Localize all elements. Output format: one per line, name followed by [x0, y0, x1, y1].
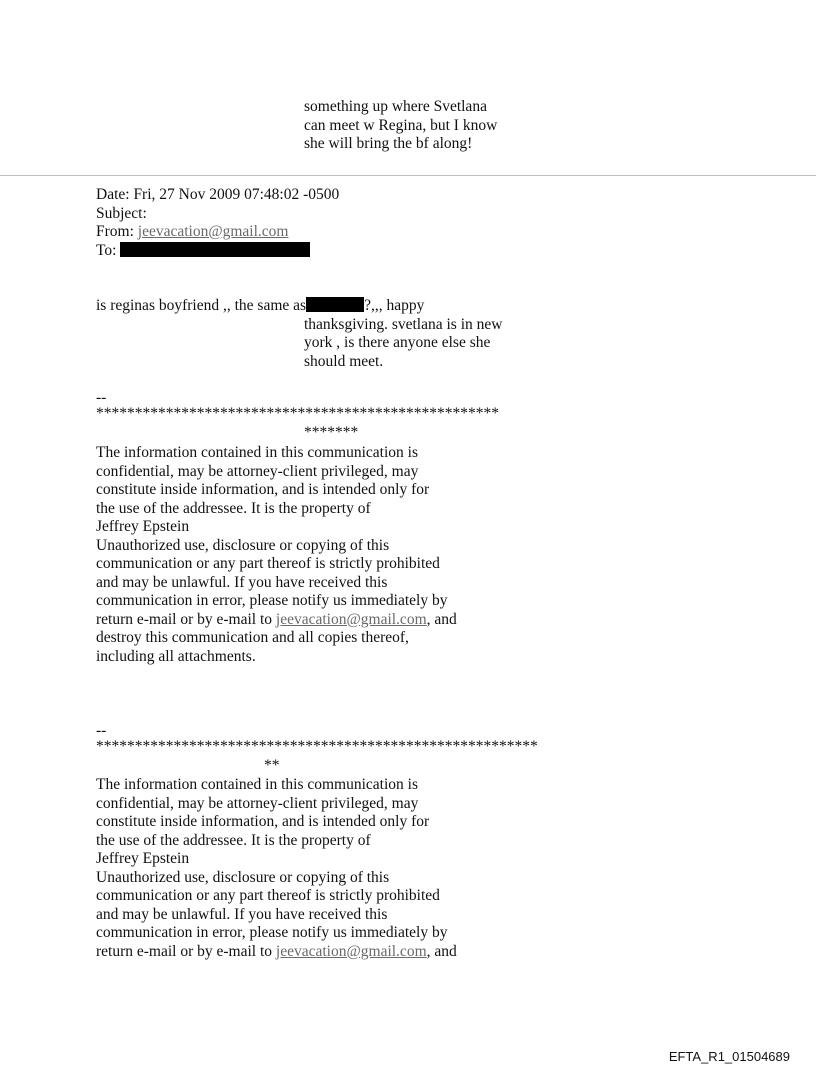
body-line [96, 297, 424, 316]
from-email-link[interactable]: jeevacation@gmail.com [137, 223, 289, 240]
body-line: should meet. [304, 352, 384, 370]
quote-line: she will bring the bf along! [304, 135, 473, 152]
redaction-block [306, 297, 364, 312]
disclaimer-line: The information contained in this communication is [96, 444, 418, 461]
body-line: thanksgiving. svetlana is in new [304, 315, 503, 333]
separator-rule [0, 175, 816, 176]
disclaimer-text: , and [426, 610, 457, 628]
disclaimer-line: confidential, may be attorney-client privileged, may [96, 794, 419, 812]
to-label: To: [96, 241, 121, 259]
disclaimer-line [96, 611, 457, 630]
disclaimer-text: return e-mail or by e-mail to [96, 942, 276, 960]
disclaimer-line: communication in error, please notify us immediately by [96, 592, 448, 609]
disclaimer-line: communication or any part thereof is strictly prohibited [96, 555, 440, 572]
disclaimer-line: communication or any part thereof is strictly prohibited [96, 887, 440, 904]
stars-line: ********************************************************* [96, 738, 538, 755]
disclaimer-line: Jeffrey Epstein [96, 518, 190, 535]
disclaimer-line: Jeffrey Epstein [96, 850, 190, 867]
email-from [96, 223, 288, 242]
disclaimer-line: destroy this communication and all copies thereof, [96, 629, 409, 646]
stars-line: ******* [304, 424, 359, 441]
body-text: is reginas boyfriend ,, the same as [96, 297, 307, 314]
disclaimer-line: including all attachments. [96, 647, 256, 665]
body-line: york , is there anyone else she [304, 334, 491, 351]
quote-line: can meet w Regina, but I know [304, 116, 498, 134]
quote-line: something up where Svetlana [304, 98, 487, 115]
stars-line: **************************************************** [96, 405, 499, 422]
disclaimer-line: confidential, may be attorney-client privileged, may [96, 462, 419, 480]
disclaimer-line: Unauthorized use, disclosure or copying of this [96, 536, 390, 554]
disclaimer-line: constitute inside information, and is intended only for [96, 481, 430, 498]
disclaimer-line [96, 943, 457, 962]
disclaimer-email-link[interactable]: jeevacation@gmail.com [275, 942, 427, 960]
disclaimer-email-link[interactable]: jeevacation@gmail.com [275, 610, 427, 628]
disclaimer-line: and may be unlawful. If you have received this [96, 905, 388, 923]
disclaimer-line: and may be unlawful. If you have received this [96, 573, 388, 591]
disclaimer-line: Unauthorized use, disclosure or copying of this [96, 868, 390, 886]
document-id: EFTA_R1_01504689 [668, 1049, 790, 1064]
email-date: Date: Fri, 27 Nov 2009 07:48:02 -0500 [96, 186, 340, 203]
email-subject: Subject: [96, 204, 147, 222]
disclaimer-line: the use of the addressee. It is the property of [96, 499, 371, 517]
disclaimer-line: The information contained in this communication is [96, 776, 418, 793]
signature-dash: -- [96, 389, 107, 406]
redaction-block [120, 242, 310, 257]
disclaimer-line: the use of the addressee. It is the property of [96, 831, 371, 849]
body-text: ?,,, happy [364, 297, 425, 314]
email-to [96, 242, 310, 261]
signature-dash: -- [96, 722, 107, 739]
disclaimer-line: constitute inside information, and is intended only for [96, 813, 430, 830]
from-label: From: [96, 223, 138, 240]
disclaimer-text: , and [426, 942, 457, 960]
disclaimer-text: return e-mail or by e-mail to [96, 610, 276, 628]
disclaimer-line: communication in error, please notify us immediately by [96, 924, 448, 941]
stars-line: ** [264, 757, 280, 774]
